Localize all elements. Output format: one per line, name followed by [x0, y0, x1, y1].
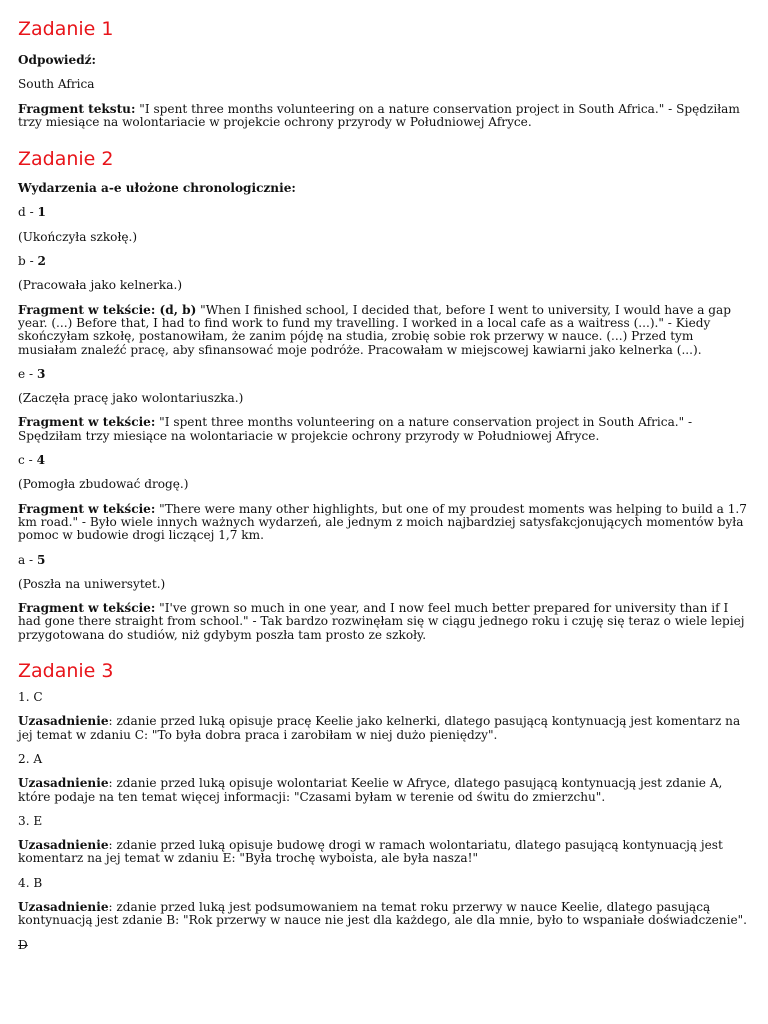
justification-text: : zdanie przed luką opisuje wolontariat Keelie w Afryce, dlatego pasującą kontynuacją jest zdanie A, które podaje na ten temat więcej informacji: "Czasami byłam w terenie od świtu do zmierzchu". — [18, 776, 723, 804]
justification-text: : zdanie przed luką opisuje budowę drogi w ramach wolontariatu, dlatego pasującą kontynuacją jest komentarz na jej temat w zdaniu E: "Była trochę wyboista, ale była nasza!" — [18, 838, 723, 866]
event-description: (Poszła na uniwersytet.) — [18, 576, 166, 591]
fragment-text: "I spent three months volunteering on a nature conservation project in South Africa." - Spędziłam trzy miesiące na wolontariacie w projekcie ochrony przyrody w Południowej Afryce. — [18, 101, 740, 129]
event-order-item — [18, 255, 750, 268]
event-number: 3 — [36, 366, 46, 381]
fragment-text: "I spent three months volunteering on a nature conservation project in South Africa." - Spędziłam trzy miesiące na wolontariacie w projekcie ochrony przyrody w Południowej Afryce. — [18, 415, 693, 443]
justification-paragraph — [18, 715, 750, 742]
fragment-paragraph — [18, 304, 750, 357]
fragment-label: Fragment w tekście: — [18, 415, 156, 430]
event-letter: a - — [18, 552, 37, 567]
fragment-paragraph — [18, 503, 750, 543]
justification-paragraph — [18, 901, 750, 928]
event-number: 5 — [37, 552, 46, 567]
section-title-zadanie-1: Zadanie 1 — [18, 18, 114, 40]
section-title-zadanie-2: Zadanie 2 — [18, 148, 114, 171]
event-description: (Pracowała jako kelnerka.) — [18, 278, 183, 293]
justification-label: Uzasadnienie — [18, 776, 109, 791]
fragment-text: "I've grown so much in one year, and I now feel much better prepared for university than if I had gone there straight from school." - Tak bardzo rozwinęłam się w ciągu jednego roku i czuję się teraz o wiele lepiej przygotowana do studiów, niż gdybym poszła tam prosto ze szkoły. — [18, 601, 745, 642]
event-number: 4 — [36, 453, 45, 468]
event-number: 1 — [37, 205, 46, 220]
fragment-label: Fragment w tekście: (d, b) — [18, 302, 197, 317]
event-letter: c - — [18, 453, 37, 468]
event-description: (Pomogła zbudować drogę.) — [18, 477, 189, 492]
justification-text: : zdanie przed luką jest podsumowaniem na temat roku przerwy w nauce Keelie, dlatego pasującą kontynuacją jest zdanie B: "Rok przerwy w nauce nie jest dla każdego, ale dla mnie, było to wspaniałe doświadczenie". — [18, 899, 748, 928]
event-letter: d - — [18, 205, 38, 220]
fragment-label: Fragment tekstu: — [18, 101, 136, 116]
section-intro-text: Wydarzenia a-e ułożone chronologicznie: — [18, 181, 296, 196]
answer-label-text: Odpowiedź: — [18, 53, 97, 67]
event-order-item — [18, 554, 750, 567]
justification-paragraph — [18, 839, 750, 866]
event-order-item — [18, 454, 750, 467]
event-description: (Zaczęła pracę jako wolontariuszka.) — [18, 391, 244, 406]
event-order-item — [18, 206, 750, 219]
answer-item: 3. E — [18, 813, 43, 828]
fragment-label: Fragment w tekście: — [18, 501, 156, 516]
section-intro — [18, 182, 750, 195]
truncated-next-item: D — [18, 937, 28, 952]
event-letter: e - — [18, 366, 37, 381]
justification-label: Uzasadnienie — [18, 899, 109, 914]
justification-label: Uzasadnienie — [18, 838, 109, 853]
fragment-text: "There were many other highlights, but one of my proudest moments was helping to build a 1.7 km road." - Było wiele innych ważnych wydarzeń, ale jednym z moich najbardziej satysfakcjonujących momentów była pomoc w budowie drogi liczącej 1,7 km. — [18, 501, 747, 543]
answer-value: South Africa — [18, 77, 95, 92]
section-title-zadanie-3: Zadanie 3 — [18, 660, 114, 683]
answer-item: 4. B — [18, 875, 43, 890]
fragment-paragraph — [18, 103, 750, 130]
answer-label — [18, 54, 750, 67]
justification-label: Uzasadnienie — [18, 714, 109, 729]
justification-paragraph — [18, 777, 750, 804]
fragment-paragraph — [18, 602, 750, 642]
fragment-paragraph — [18, 416, 750, 443]
event-letter: b - — [18, 254, 38, 269]
answer-item: 1. C — [18, 690, 43, 705]
event-order-item — [18, 368, 750, 381]
fragment-text: "When I finished school, I decided that, before I went to university, I would have a gap year. (...) Before that, I had to find work to fund my travelling. I worked in a local cafe as a waitress (...)." - Kiedy skończyłam szkołę, postanowiłam, że zanim pójdę na studia, zrobię sobie rok przerwy w nauce. (...) Przed tym musiałam znaleźć pracę, aby sfinansować moje podróże. Pracowałam w miejscowej kawiarni jako kelnerka (...). — [18, 302, 731, 357]
event-description: (Ukończyła szkołę.) — [18, 229, 138, 244]
answer-item: 2. A — [18, 751, 43, 766]
event-number: 2 — [37, 254, 46, 269]
fragment-label: Fragment w tekście: — [18, 601, 156, 616]
justification-text: : zdanie przed luką opisuje pracę Keelie jako kelnerki, dlatego pasującą kontynuacją jest komentarz na jej temat w zdaniu C: "To była dobra praca i zarobiłam w niej dużo pieniędzy". — [18, 714, 741, 742]
